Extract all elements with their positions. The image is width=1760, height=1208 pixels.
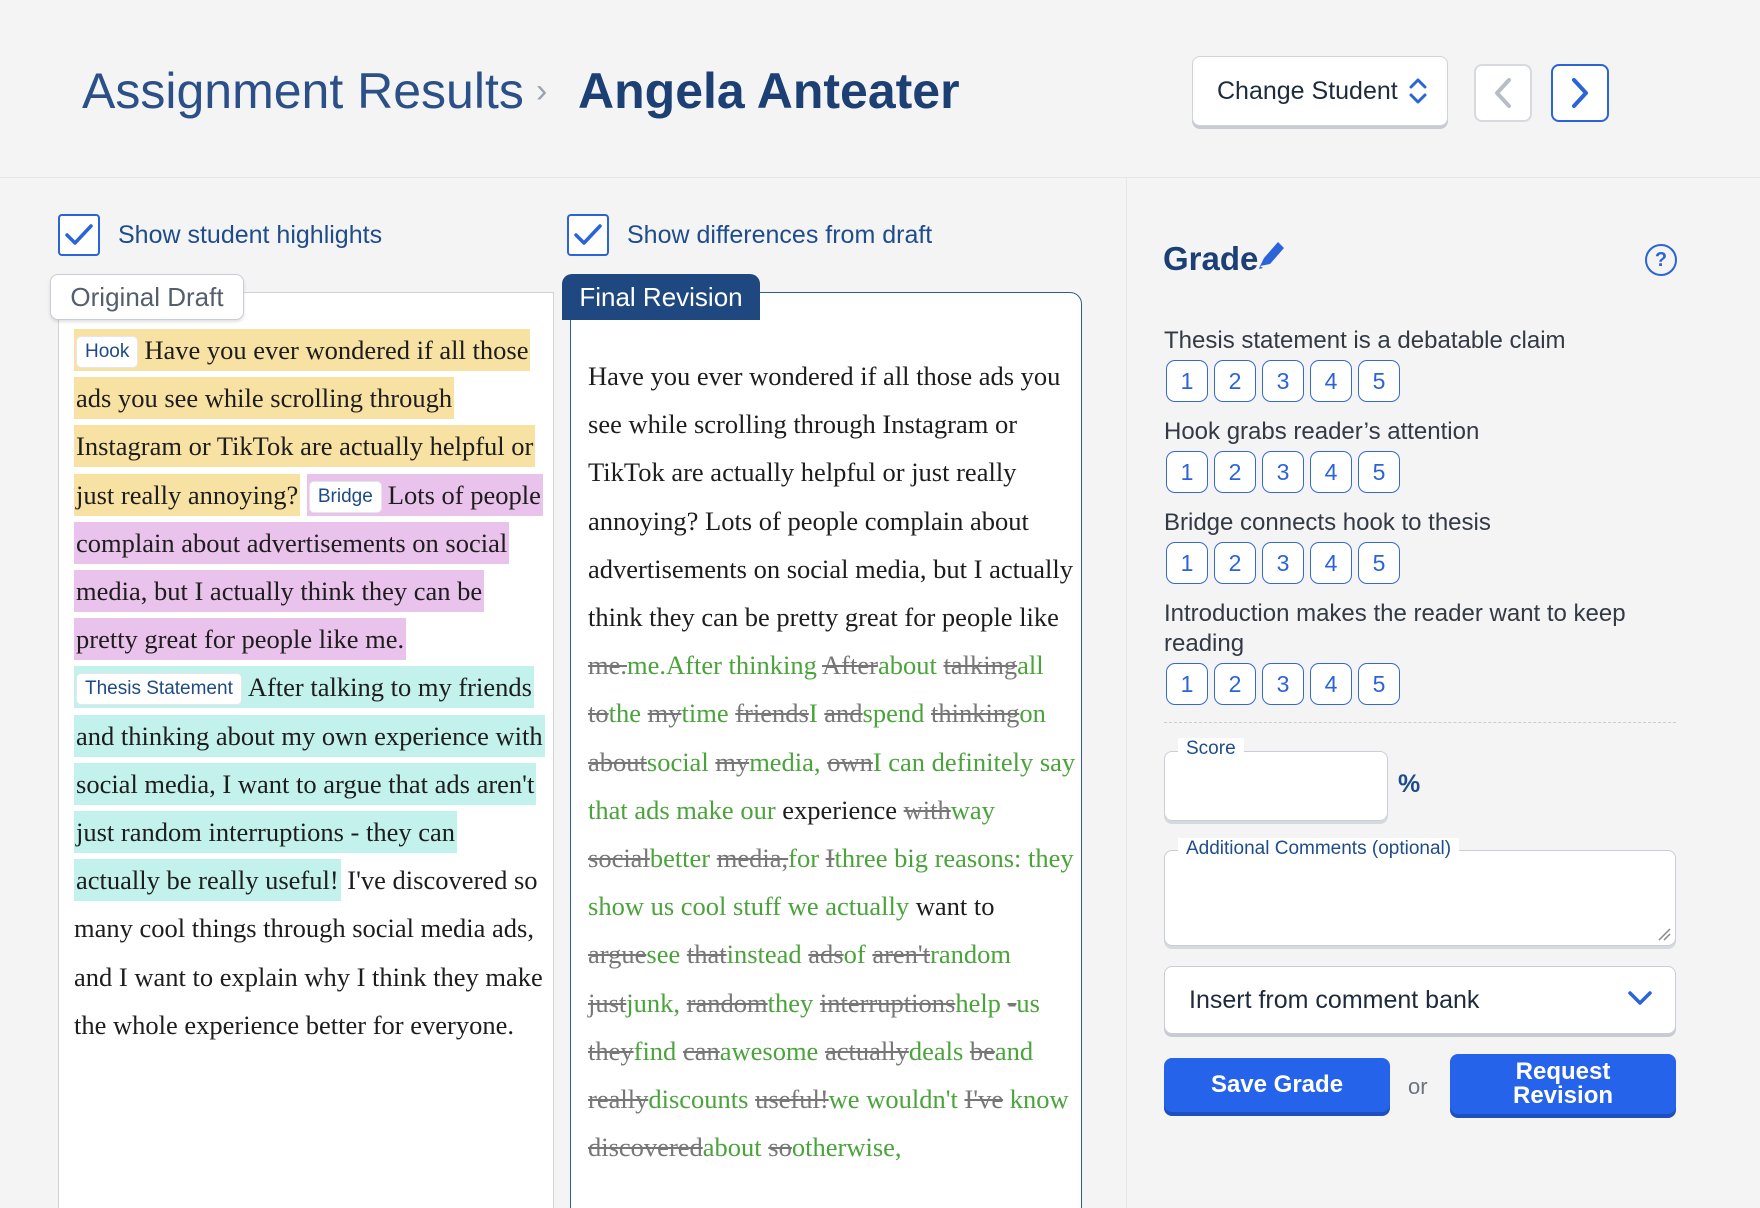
inserted-text: we wouldn't (828, 1084, 965, 1115)
deleted-text: useful! (755, 1084, 829, 1115)
comment-bank-select[interactable] (1164, 966, 1676, 1034)
inserted-text: time (681, 698, 736, 729)
deleted-text: - (1007, 987, 1017, 1018)
inserted-text: social (646, 746, 716, 777)
criterion-scale (1166, 451, 1400, 493)
deleted-text: discovered (588, 1132, 703, 1163)
unchanged-text: want to (915, 891, 995, 922)
inserted-text: I (808, 698, 825, 729)
column-divider (1126, 178, 1127, 1208)
change-student-label: Change Student (1217, 76, 1398, 105)
deleted-text: talking (943, 650, 1018, 681)
deleted-text: social (588, 843, 650, 874)
save-grade-button[interactable]: Save Grade (1164, 1058, 1390, 1112)
breadcrumb-assignment-results[interactable]: Assignment Results (82, 63, 524, 119)
change-student-select[interactable] (1192, 56, 1448, 126)
inserted-text: awesome (719, 1035, 825, 1066)
score-option[interactable]: 4 (1310, 451, 1352, 493)
score-option[interactable]: 2 (1214, 360, 1256, 402)
percent-sign: % (1398, 770, 1421, 798)
inserted-text: of (843, 939, 873, 970)
or-label: or (1408, 1074, 1428, 1099)
score-option[interactable]: 3 (1262, 360, 1304, 402)
previous-student-button[interactable] (1474, 64, 1532, 122)
page-header (0, 0, 1760, 178)
score-option[interactable]: 5 (1358, 663, 1400, 705)
grade-heading: Grade (1163, 240, 1259, 277)
resize-handle-icon[interactable] (1657, 927, 1671, 941)
deleted-text: I (825, 843, 835, 874)
deleted-text: me. (588, 650, 627, 681)
score-option[interactable]: 1 (1166, 451, 1208, 493)
criterion-scale (1166, 360, 1400, 402)
comment-bank-label: Insert from comment bank (1189, 985, 1480, 1014)
score-option[interactable]: 4 (1310, 360, 1352, 402)
deleted-text: my (715, 746, 750, 777)
inserted-text: better (649, 843, 717, 874)
inserted-text: know (1003, 1084, 1069, 1115)
final-revision-text (588, 352, 1076, 1171)
score-option[interactable]: 3 (1262, 451, 1304, 493)
show-highlights-label: Show student highlights (118, 220, 383, 249)
chevron-left-icon (1492, 76, 1514, 110)
score-option[interactable]: 3 (1262, 542, 1304, 584)
deleted-text: actually (824, 1035, 909, 1066)
criterion-scale (1166, 542, 1400, 584)
score-option[interactable]: 4 (1310, 663, 1352, 705)
inserted-text: and (994, 1035, 1034, 1066)
inserted-text: for (788, 843, 826, 874)
deleted-text: thinking (931, 698, 1020, 729)
score-label: Score (1178, 738, 1244, 760)
inserted-text: otherwise, (791, 1132, 902, 1163)
inserted-text: spend (862, 698, 931, 729)
next-student-button[interactable] (1551, 64, 1609, 122)
inserted-text: see (646, 939, 687, 970)
request-revision-label: Request Revision (1512, 1058, 1614, 1109)
score-option[interactable]: 2 (1214, 542, 1256, 584)
inserted-text: the (608, 698, 648, 729)
deleted-text: really (588, 1084, 649, 1115)
score-option[interactable]: 1 (1166, 663, 1208, 705)
inserted-text: me.After thinking (627, 650, 823, 681)
inserted-text: find (633, 1035, 683, 1066)
updown-chevron-icon (1407, 75, 1429, 107)
help-icon[interactable]: ? (1645, 244, 1677, 276)
hook-tag: Hook (76, 336, 138, 368)
inserted-text: all (1017, 650, 1044, 681)
inserted-text: deals (908, 1035, 970, 1066)
inserted-text: us (1016, 987, 1040, 1018)
inserted-text: three big reasons: they show us cool stuff we actually (588, 843, 1074, 922)
deleted-text: aren't (872, 939, 931, 970)
original-draft-text (74, 326, 544, 1049)
score-option[interactable]: 3 (1262, 663, 1304, 705)
deleted-text: ads (808, 939, 844, 970)
checkmark-icon (64, 223, 94, 247)
score-option[interactable]: 4 (1310, 542, 1352, 584)
deleted-text: random (686, 987, 768, 1018)
chevron-down-icon (1627, 989, 1653, 1007)
deleted-text: I've (964, 1084, 1004, 1115)
thesis-text: After talking to my friends and thinking about my own experience with social media, I want to argue that ads aren't just random interruptions - they can actually be really useful! (76, 672, 543, 896)
breadcrumb-separator: › (536, 72, 548, 110)
score-input[interactable] (1164, 751, 1388, 821)
bridge-text: Lots of people complain about advertisements on social media, but I actually think they can be pretty great for people like me. (76, 479, 541, 655)
deleted-text: with (903, 794, 951, 825)
deleted-text: argue (588, 939, 647, 970)
comments-label: Additional Comments (optional) (1178, 838, 1459, 860)
inserted-text: media, (749, 746, 828, 777)
show-differences-label: Show differences from draft (627, 220, 933, 249)
score-option[interactable]: 1 (1166, 542, 1208, 584)
deleted-text: interruptions (819, 987, 956, 1018)
unchanged-text: Have you ever wondered if all those ads you see while scrolling through Instagram or TikTok are actually helpful or just really annoying? Lots of people complain about advertisements on social media, but I actually think they can be pretty great for people like (588, 361, 1073, 633)
inserted-text: way (950, 794, 995, 825)
criterion-scale (1166, 663, 1400, 705)
inserted-text: I can definitely say that ads make our (588, 746, 1076, 825)
deleted-text: own (827, 746, 873, 777)
additional-comments-textarea[interactable] (1164, 850, 1676, 946)
deleted-text: that (686, 939, 727, 970)
criterion-label: Hook grabs reader’s attention (1164, 418, 1480, 445)
score-option[interactable]: 2 (1214, 451, 1256, 493)
deleted-text: be (969, 1035, 995, 1066)
show-differences-checkbox[interactable] (567, 214, 609, 256)
show-highlights-toggle[interactable] (58, 214, 382, 256)
chevron-right-icon (1569, 76, 1591, 110)
hook-text: Have you ever wondered if all those ads you see while scrolling through Instagram or TikTok are actually helpful or just really annoying? (76, 335, 534, 510)
inserted-text: discounts (648, 1084, 756, 1115)
section-divider (1164, 722, 1676, 723)
page-title: Angela Anteater (578, 63, 960, 119)
deleted-text: can (682, 1035, 720, 1066)
deleted-text: and (824, 698, 863, 729)
bridge-tag: Bridge (309, 481, 382, 513)
deleted-text: my (647, 698, 682, 729)
score-option[interactable]: 1 (1166, 360, 1208, 402)
unchanged-text: experience (782, 794, 904, 825)
deleted-text: media, (716, 843, 789, 874)
criterion-label: Bridge connects hook to thesis (1164, 509, 1491, 536)
show-highlights-checkbox[interactable] (58, 214, 100, 256)
tab-original-draft[interactable]: Original Draft (50, 274, 244, 320)
score-option[interactable]: 2 (1214, 663, 1256, 705)
score-option[interactable]: 5 (1358, 542, 1400, 584)
pencil-icon[interactable] (1256, 238, 1286, 272)
score-option[interactable]: 5 (1358, 360, 1400, 402)
inserted-text: about (877, 650, 944, 681)
criterion-label: Thesis statement is a debatable claim (1164, 327, 1566, 354)
deleted-text: about (588, 746, 647, 777)
request-revision-button[interactable] (1450, 1054, 1676, 1114)
inserted-text: on (1019, 698, 1046, 729)
score-option[interactable]: 5 (1358, 451, 1400, 493)
inserted-text: junk, (626, 987, 687, 1018)
thesis-tag: Thesis Statement (76, 673, 242, 705)
deleted-text: they (588, 1035, 634, 1066)
criterion-label: Introduction makes the reader want to keep reading (1164, 600, 1626, 657)
deleted-text: After (822, 650, 878, 681)
tab-final-revision[interactable]: Final Revision (562, 274, 760, 320)
deleted-text: so (768, 1132, 792, 1163)
inserted-text: they (767, 987, 820, 1018)
deleted-text: friends (735, 698, 809, 729)
draft-remaining-text: I've discovered so many cool things through social media ads, and I want to explain why I think they make the whole experience better for everyone. (74, 865, 543, 1040)
deleted-text: to (588, 698, 609, 729)
inserted-text: help (955, 987, 1008, 1018)
inserted-text: random (930, 939, 1012, 970)
deleted-text: just (588, 987, 627, 1018)
checkmark-icon (573, 223, 603, 247)
show-differences-toggle[interactable] (567, 214, 932, 256)
inserted-text: instead (726, 939, 809, 970)
inserted-text: about (702, 1132, 769, 1163)
